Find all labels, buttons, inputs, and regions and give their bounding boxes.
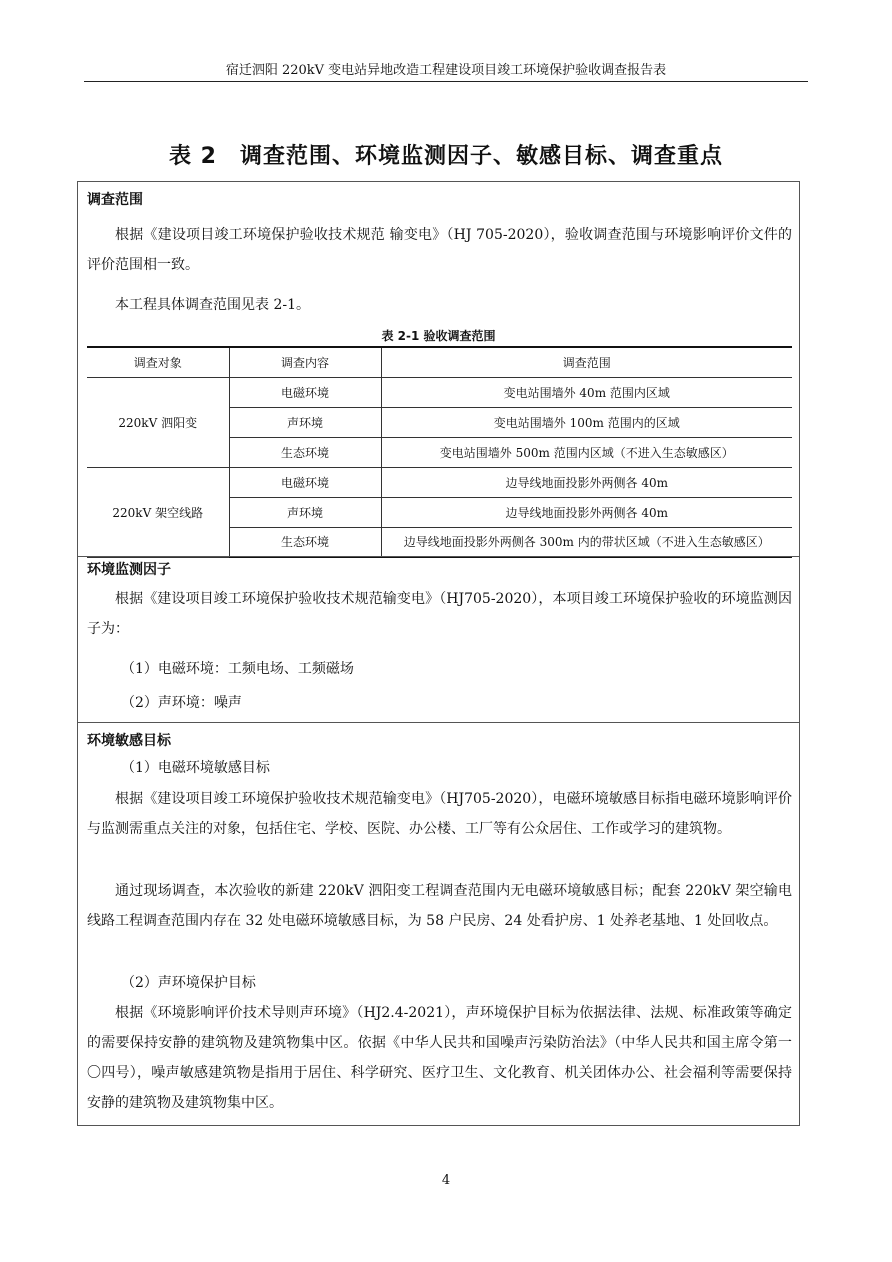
factors-heading: 环境监测因子 [87, 562, 171, 578]
section-divider [78, 722, 799, 723]
scope-table [87, 346, 792, 558]
range-cell: 变电站围墙外 100m 范围内的区域 [381, 407, 792, 437]
factor-item-2: （2）声环境：噪声 [121, 695, 242, 711]
range-cell: 边导线地面投影外两侧各 40m [381, 467, 792, 497]
scope-table-caption: 表 2-1 验收调查范围 [381, 329, 496, 343]
range-cell: 变电站围墙外 40m 范围内区域 [381, 377, 792, 407]
targets-subheading-2: （2）声环境保护目标 [121, 975, 256, 991]
running-header: 宿迁泗阳 220kV 变电站异地改造工程建设项目竣工环境保护验收调查报告表 [84, 62, 808, 82]
scope-paragraph-2: 本工程具体调查范围见表 2-1。 [115, 297, 310, 313]
content-cell: 电磁环境 [229, 377, 381, 407]
header-object: 调查对象 [87, 347, 229, 377]
content-cell: 声环境 [229, 407, 381, 437]
range-cell: 边导线地面投影外两侧各 300m 内的带状区域（不进入生态敏感区） [381, 527, 792, 557]
range-cell: 边导线地面投影外两侧各 40m [381, 497, 792, 527]
scope-paragraph-1: 根据《建设项目竣工环境保护验收技术规范 输变电》（HJ 705-2020），验收调查范围与环境影响评价文件的评价范围相一致。 [87, 227, 792, 273]
page-title: 表 2 调查范围、环境监测因子、敏感目标、调查重点 [169, 144, 723, 169]
section-divider [78, 556, 799, 557]
targets-paragraph-3: 根据《环境影响评价技术导则声环境》（HJ2.4-2021），声环境保护目标为依据法律、法规、标准政策等确定的需要保持安静的建筑物及建筑物集中区。依据《中华人民共和国噪声污染防治法》（中华人民共和国主席令第一〇四号），噪声敏感建筑物是指用于居住、科学研究、医疗卫生、文化教育、机关团体办公、社会福利等需要保持安静的建筑物及建筑物集中区。 [87, 1005, 792, 1111]
table-header-row [87, 347, 792, 377]
targets-heading: 环境敏感目标 [87, 733, 171, 749]
content-cell: 生态环境 [229, 437, 381, 467]
targets-paragraph-1: 根据《建设项目竣工环境保护验收技术规范输变电》（HJ705-2020），电磁环境敏感目标指电磁环境影响评价与监测需重点关注的对象，包括住宅、学校、医院、办公楼、工厂等有公众居住、工作或学习的建筑物。 [87, 791, 792, 837]
content-cell: 声环境 [229, 497, 381, 527]
header-range: 调查范围 [381, 347, 792, 377]
content-frame [77, 181, 800, 1126]
content-cell: 电磁环境 [229, 467, 381, 497]
targets-subheading-1: （1）电磁环境敏感目标 [121, 760, 270, 776]
factor-item-1: （1）电磁环境：工频电场、工频磁场 [121, 661, 354, 677]
table-row [87, 377, 792, 407]
page-number: 4 [441, 1173, 451, 1188]
targets-paragraph-2: 通过现场调查，本次验收的新建 220kV 泗阳变工程调查范围内无电磁环境敏感目标；配套 220kV 架空输电线路工程调查范围内存在 32 处电磁环境敏感目标，为 58 户民房、24 处看护房、1 处养老基地、1 处回收点。 [87, 883, 792, 929]
header-content: 调查内容 [229, 347, 381, 377]
factors-paragraph: 根据《建设项目竣工环境保护验收技术规范输变电》（HJ705-2020），本项目竣工环境保护验收的环境监测因子为： [87, 591, 792, 637]
table-row [87, 467, 792, 497]
scope-heading: 调查范围 [87, 192, 143, 208]
content-cell: 生态环境 [229, 527, 381, 557]
object-cell: 220kV 架空线路 [87, 467, 229, 557]
range-cell: 变电站围墙外 500m 范围内区域（不进入生态敏感区） [381, 437, 792, 467]
object-cell: 220kV 泗阳变 [87, 377, 229, 467]
